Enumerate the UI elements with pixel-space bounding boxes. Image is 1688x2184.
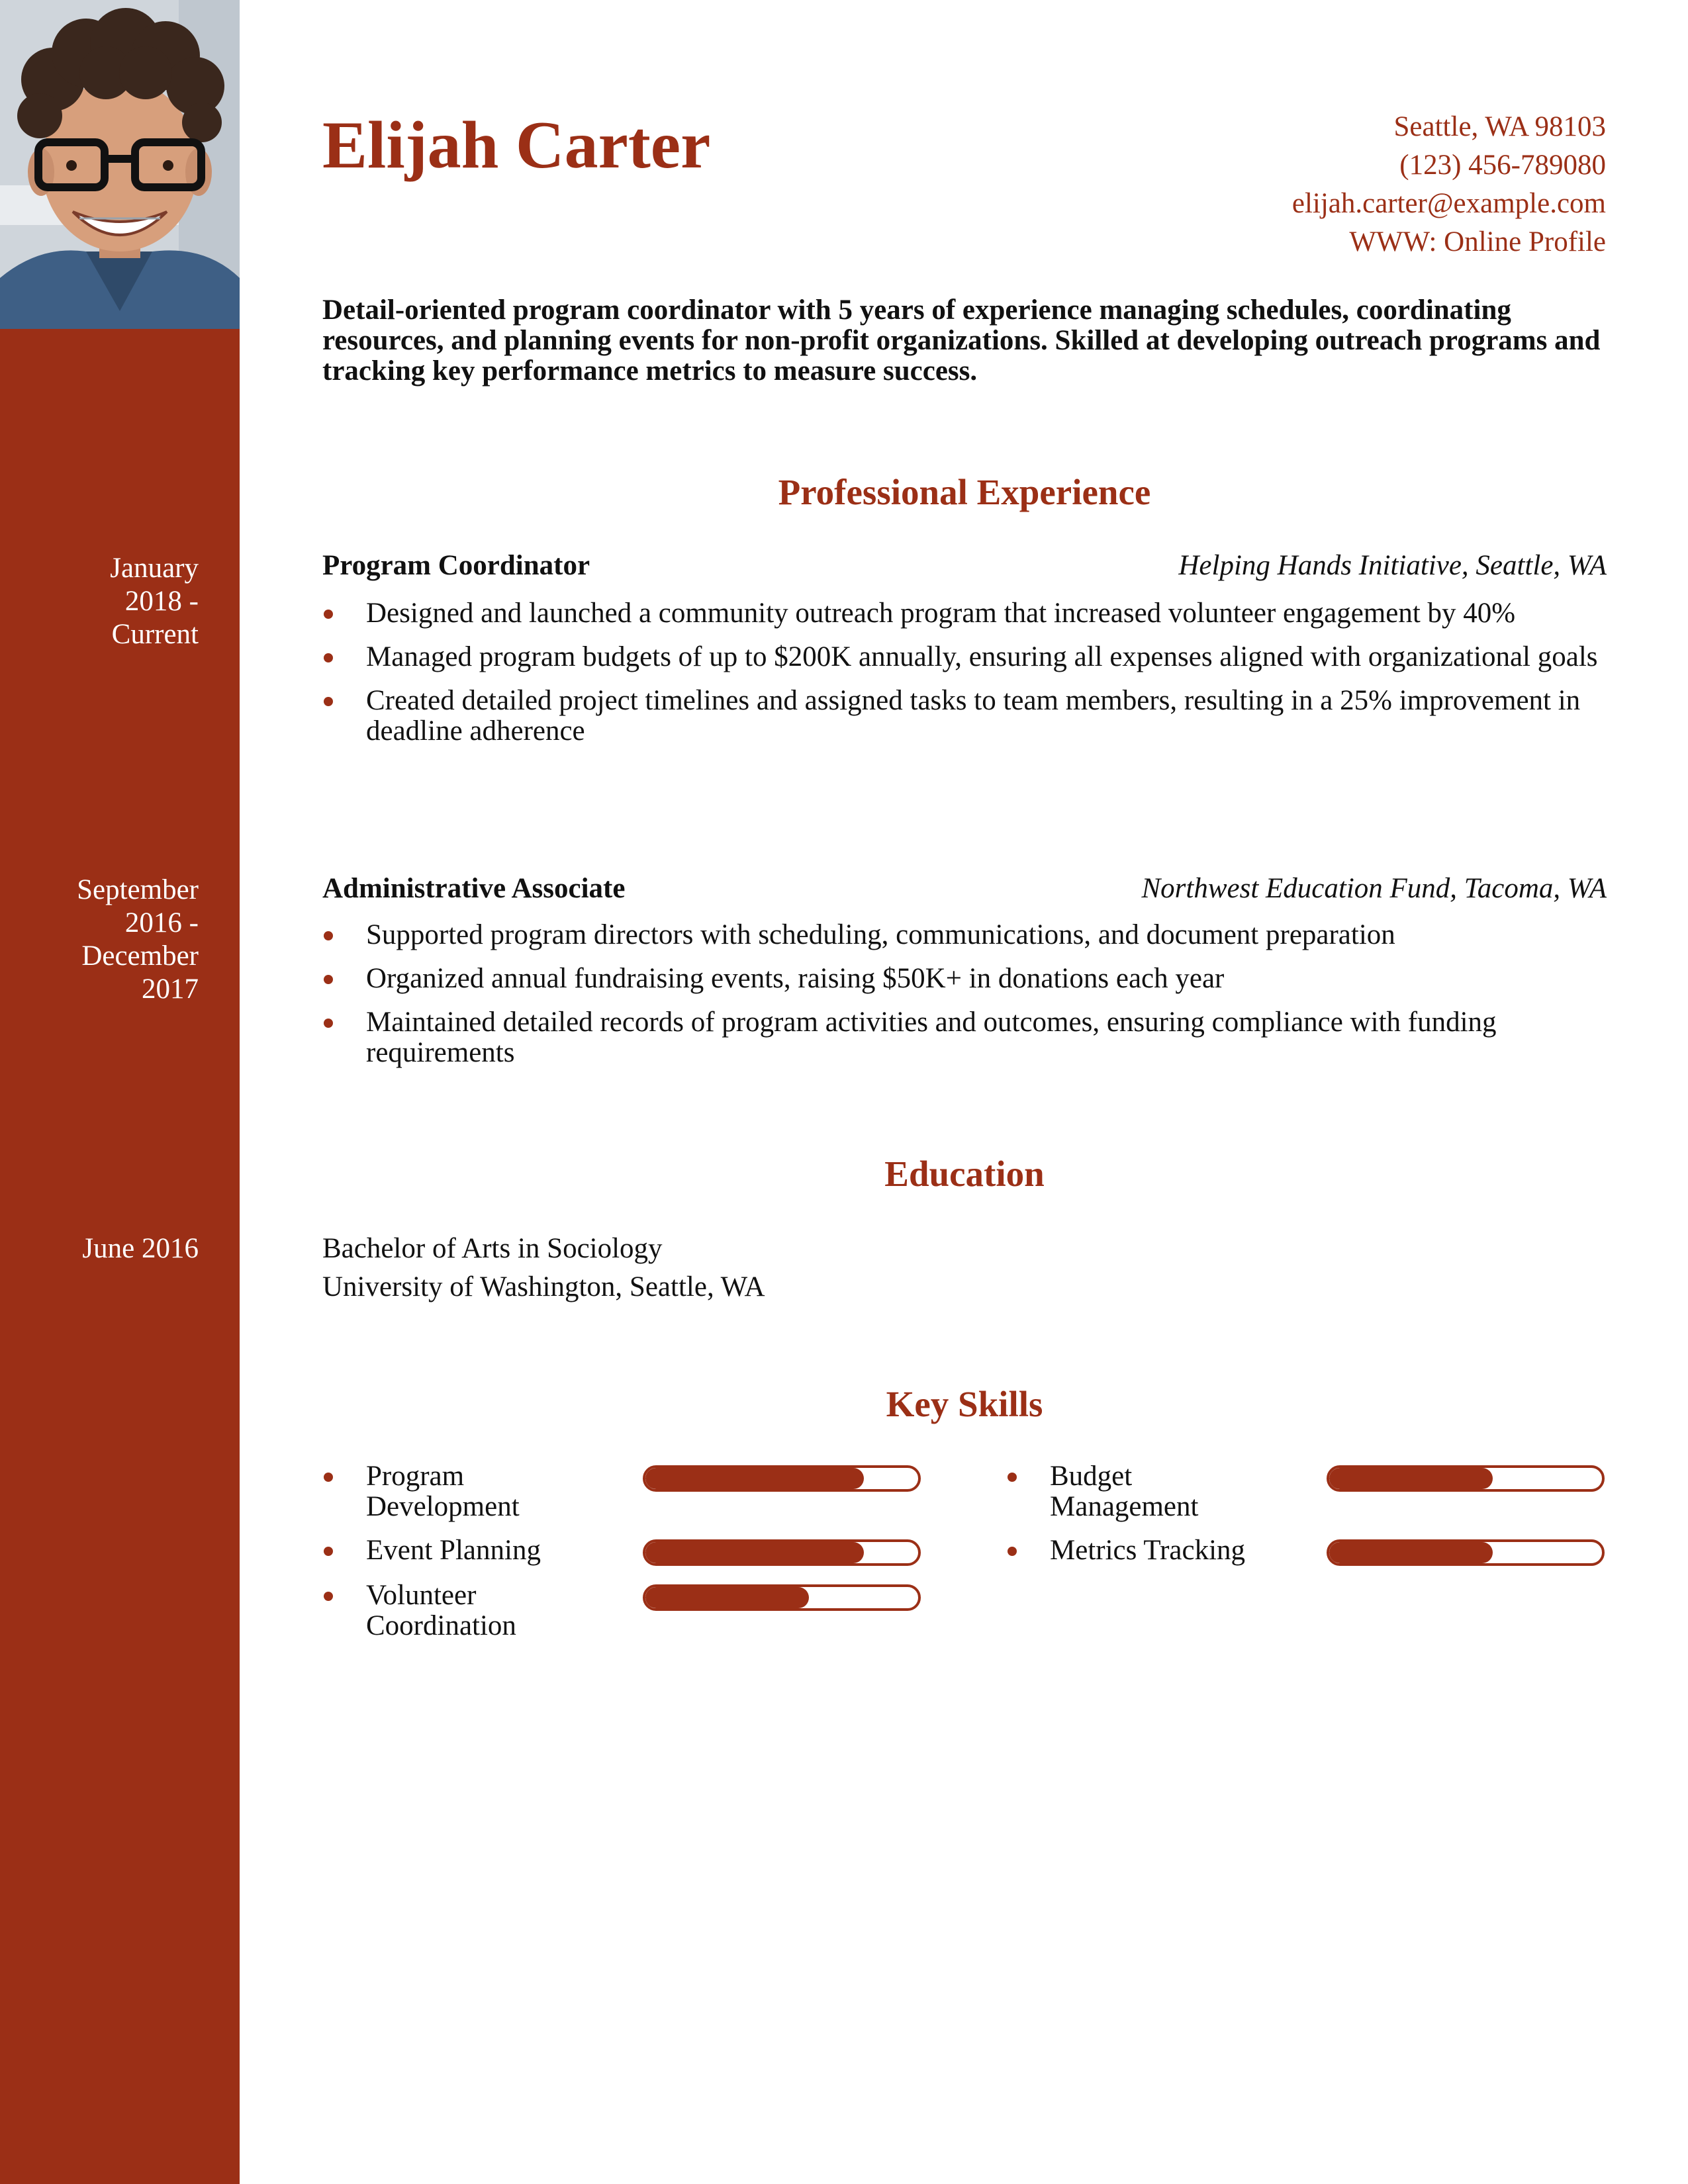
job-2-date [0, 874, 199, 1006]
contact-phone[interactable]: (123) 456-789080 [1399, 150, 1606, 181]
profile-photo [0, 0, 240, 329]
date-line: 2017 [142, 974, 199, 1005]
skill-level-bar [643, 1465, 921, 1492]
date-line: 2016 - [124, 907, 199, 938]
job-1-bullets [322, 598, 1620, 760]
skill-item [1006, 1461, 1655, 1535]
date-line: 2018 - [124, 586, 199, 617]
list-item: Created detailed project timelines and assigned tasks to team members, resulting in a 25% improvement in deadline adherence [322, 686, 1620, 747]
education-entry [322, 1230, 765, 1306]
list-item: Managed program budgets of up to $200K annually, ensuring all expenses aligned with organizational goals [322, 642, 1620, 672]
list-item: Organized annual fundraising events, raising $50K+ in donations each year [322, 964, 1620, 994]
skill-level-fill [1329, 1468, 1493, 1489]
contact-email[interactable]: elijah.carter@example.com [1291, 188, 1606, 219]
job-organization: Helping Hands Initiative, Seattle, WA [1178, 550, 1607, 581]
skill-level-fill [1329, 1542, 1493, 1563]
list-item: Maintained detailed records of program activities and outcomes, ensuring compliance with funding requirements [322, 1007, 1620, 1068]
skill-level-bar [643, 1539, 921, 1566]
section-title-education: Education [884, 1154, 1045, 1194]
date-line: January [110, 553, 199, 584]
education-date [0, 1232, 199, 1265]
skill-name: Program Development [366, 1461, 520, 1522]
skills-column-right [1006, 1461, 1655, 1580]
date-line: December [81, 940, 199, 972]
skill-item [322, 1535, 971, 1580]
skills-column-left [322, 1461, 971, 1655]
bullet-dot [324, 1592, 333, 1601]
job-1-date [0, 552, 199, 651]
skill-item [1006, 1535, 1655, 1580]
date-line: Current [111, 619, 199, 650]
bullet-dot [324, 1473, 333, 1482]
bullet-dot [1008, 1547, 1017, 1556]
bullet-dot [324, 1547, 333, 1556]
skill-name: Volunteer Coordination [366, 1580, 516, 1641]
profile-photo-image [0, 0, 240, 329]
list-item: Designed and launched a community outreach program that increased volunteer engagement by 40% [322, 598, 1620, 629]
list-item: Supported program directors with scheduling, communications, and document preparation [322, 920, 1620, 950]
education-school: University of Washington, Seattle, WA [322, 1271, 765, 1302]
section-title-skills: Key Skills [886, 1384, 1043, 1424]
education-degree: Bachelor of Arts in Sociology [322, 1233, 663, 1264]
contact-location: Seattle, WA 98103 [1393, 111, 1606, 142]
job-title: Program Coordinator [322, 550, 590, 581]
skill-level-fill [645, 1542, 864, 1563]
skill-level-bar [1327, 1465, 1605, 1492]
skill-level-bar [1327, 1539, 1605, 1566]
candidate-name: Elijah Carter [322, 108, 711, 183]
summary: Detail-oriented program coordinator with 5 years of experience managing schedules, coordinating resources, and planning events for non-profit organizations. Skilled at developing outreach programs and tracking key performance metrics to measure success. [322, 295, 1601, 387]
contact-website[interactable]: WWW: Online Profile [1349, 226, 1606, 257]
date-line: June 2016 [82, 1233, 199, 1264]
section-title-experience: Professional Experience [778, 472, 1151, 512]
job-2-bullets [322, 920, 1620, 1081]
bullet-dot [1008, 1473, 1017, 1482]
job-title: Administrative Associate [322, 873, 626, 904]
job-organization: Northwest Education Fund, Tacoma, WA [1141, 873, 1607, 904]
date-line: September [77, 874, 199, 905]
skill-level-fill [645, 1587, 809, 1608]
skill-level-bar [643, 1584, 921, 1611]
contact-block [1292, 108, 1606, 261]
skill-name: Budget Management [1050, 1461, 1199, 1522]
skill-item [322, 1461, 971, 1535]
skill-level-fill [645, 1468, 864, 1489]
skill-name: Event Planning [366, 1535, 541, 1566]
skill-item [322, 1580, 971, 1655]
skill-name: Metrics Tracking [1050, 1535, 1246, 1566]
